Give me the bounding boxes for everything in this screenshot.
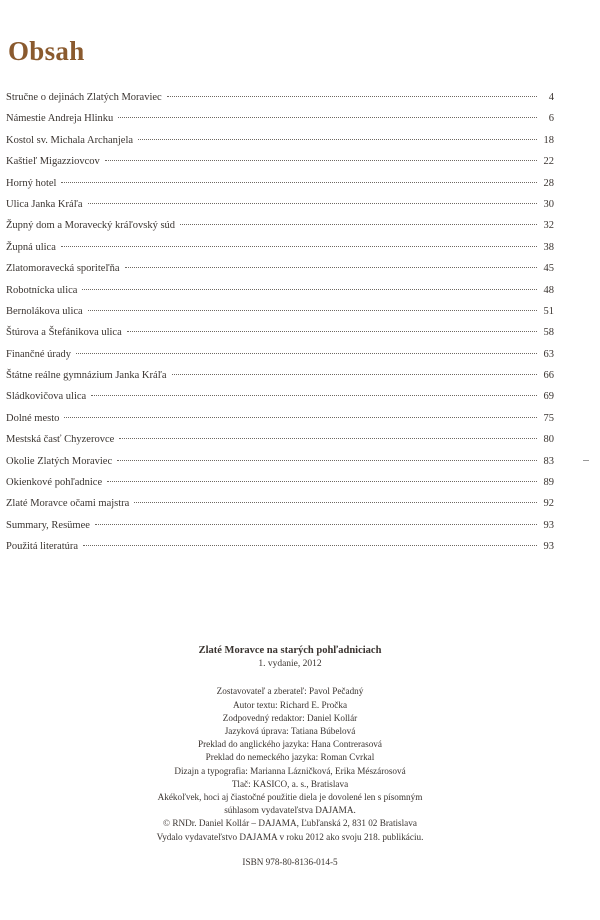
toc-entry [6,434,554,455]
toc-entry-page: 89 [543,477,554,489]
toc-entry-label: Dolné mesto [6,412,60,424]
toc-entry-label: Ulica Janka Kráľa [6,198,83,210]
toc-entry-label: Župná ulica [6,241,56,253]
toc-entry [6,285,554,306]
dot-leader [118,117,537,118]
toc-entry-label: Kostol sv. Michala Archanjela [6,134,134,146]
toc-entry-label: Použitá literatúra [6,541,79,553]
toc-entry-label: Stručne o dejinách Zlatých Moraviec [6,92,162,103]
dot-leader [91,395,537,396]
credit-line: Dizajn a typografia: Marianna Lázničková, Erika Mészárosová [174,765,406,776]
dot-leader [61,246,537,247]
toc-entry-page: 22 [543,156,554,168]
toc-entry [6,306,554,327]
credit-line: © RNDr. Daniel Kollár – DAJAMA, Ľubľanská 2, 831 02 Bratislava [163,818,417,829]
toc-entry-page: 66 [543,370,554,382]
toc-entry-page: 69 [543,391,554,403]
toc-entry [6,456,554,477]
toc-entry-page: 32 [543,220,554,232]
toc-entry [6,178,554,199]
toc-entry [6,135,554,156]
toc-entry [6,498,554,519]
toc-entry [6,220,554,241]
toc-entry-page: 45 [543,263,554,275]
toc-entry-label: Zlatomoravecká sporiteľňa [6,263,120,275]
toc-entry-label: Finančné úrady [6,348,72,360]
credit-line: Akékoľvek, hoci aj čiastočné použitie diela je dovolené len s písomným [157,792,423,803]
toc-entry [6,242,554,263]
toc-entry-label: Zlaté Moravce očami majstra [6,498,130,510]
dot-leader [105,160,537,161]
toc-entry-label: Bernolákova ulica [6,305,83,317]
toc-entry [6,327,554,348]
credit-line: Preklad do anglického jazyka: Hana Contrerasová [198,739,382,750]
dot-leader [119,438,537,439]
toc-entry [6,520,554,541]
toc-entry-page: 93 [543,541,554,553]
toc-entry-page: 6 [548,113,554,125]
dot-leader [125,267,537,268]
credit-line: súhlasom vydavateľstva DAJAMA. [224,805,356,816]
isbn: ISBN 978-80-8136-014-5 [242,856,338,867]
toc-entry [6,113,554,134]
toc-entry-label: Štúrova a Štefánikova ulica [6,327,122,339]
toc-entry [6,370,554,391]
toc-entry-page: 18 [543,134,554,146]
toc-entry [6,156,554,177]
credit-line: Zostavovateľ a zberateľ: Pavol Pečadný [216,686,364,697]
dot-leader [64,417,537,418]
credit-line: Tlač: KASICO, a. s., Bratislava [231,778,349,789]
toc-entry [6,391,554,412]
toc-entry-label: Mestská časť Chyzerovce [6,434,115,446]
toc-entry-page: 92 [543,498,554,510]
dot-leader [76,353,537,354]
toc-entry-label: Summary, Resümee [6,519,90,531]
dot-leader [88,310,537,311]
toc-entry-page: 58 [543,327,554,339]
toc-entry-page: 80 [543,434,554,446]
toc-entry-page: 83 [543,455,554,467]
toc-entry-label: Horný hotel [6,177,57,189]
dot-leader [107,481,537,482]
page-title: Obsah [8,36,85,66]
toc-entry-label: Sládkovičova ulica [6,391,87,403]
imprint [100,644,480,869]
toc-entry-label: Štátne reálne gymnázium Janka Kráľa [6,370,167,382]
toc-entry-label: Námestie Andreja Hlinku [6,113,114,125]
credit-line: Jazyková úprava: Tatiana Búbelová [224,726,356,737]
toc-entry-page: 75 [543,412,554,424]
credit-line: Vydalo vydavateľstvo DAJAMA v roku 2012 ako svoju 218. publikáciu. [156,831,424,842]
toc-entry-label: Župný dom a Moravecký kráľovský súd [6,220,176,232]
toc-entry [6,477,554,498]
dot-leader [138,139,537,140]
toc-entry-label: Okolie Zlatých Moraviec [6,455,113,467]
credit-line: Zodpovedný redaktor: Daniel Kollár [222,712,358,723]
edition: 1. vydanie, 2012 [258,659,322,670]
scan-speck [583,460,589,461]
toc-entry [6,92,554,113]
toc-entry-page: 48 [543,284,554,296]
book-title: Zlaté Moravce na starých pohľadniciach [198,645,382,656]
dot-leader [83,545,537,546]
toc-entry-label: Robotnícka ulica [6,284,78,296]
dot-leader [95,524,537,525]
table-of-contents [6,92,554,563]
toc-entry [6,349,554,370]
toc-entry-page: 51 [543,305,554,317]
dot-leader [134,502,537,503]
toc-entry [6,413,554,434]
dot-leader [172,374,537,375]
credit-line: Preklad do nemeckého jazyka: Roman Cvrkal [205,752,375,763]
dot-leader [82,289,537,290]
toc-entry-page: 4 [548,92,554,103]
toc-entry-page: 38 [543,241,554,253]
toc-entry [6,199,554,220]
credits [100,685,480,843]
toc-entry-page: 30 [543,198,554,210]
dot-leader [117,460,537,461]
toc-entry-page: 93 [543,519,554,531]
toc-entry [6,541,554,562]
toc-entry [6,263,554,284]
dot-leader [127,331,537,332]
dot-leader [167,96,537,97]
dot-leader [180,224,537,225]
toc-entry-label: Okienkové pohľadnice [6,477,103,489]
toc-entry-page: 28 [543,177,554,189]
toc-entry-page: 63 [543,348,554,360]
toc-entry-label: Kaštieľ Migazziovcov [6,156,100,168]
dot-leader [88,203,537,204]
credit-line: Autor textu: Richard E. Pročka [232,699,348,710]
dot-leader [61,182,537,183]
